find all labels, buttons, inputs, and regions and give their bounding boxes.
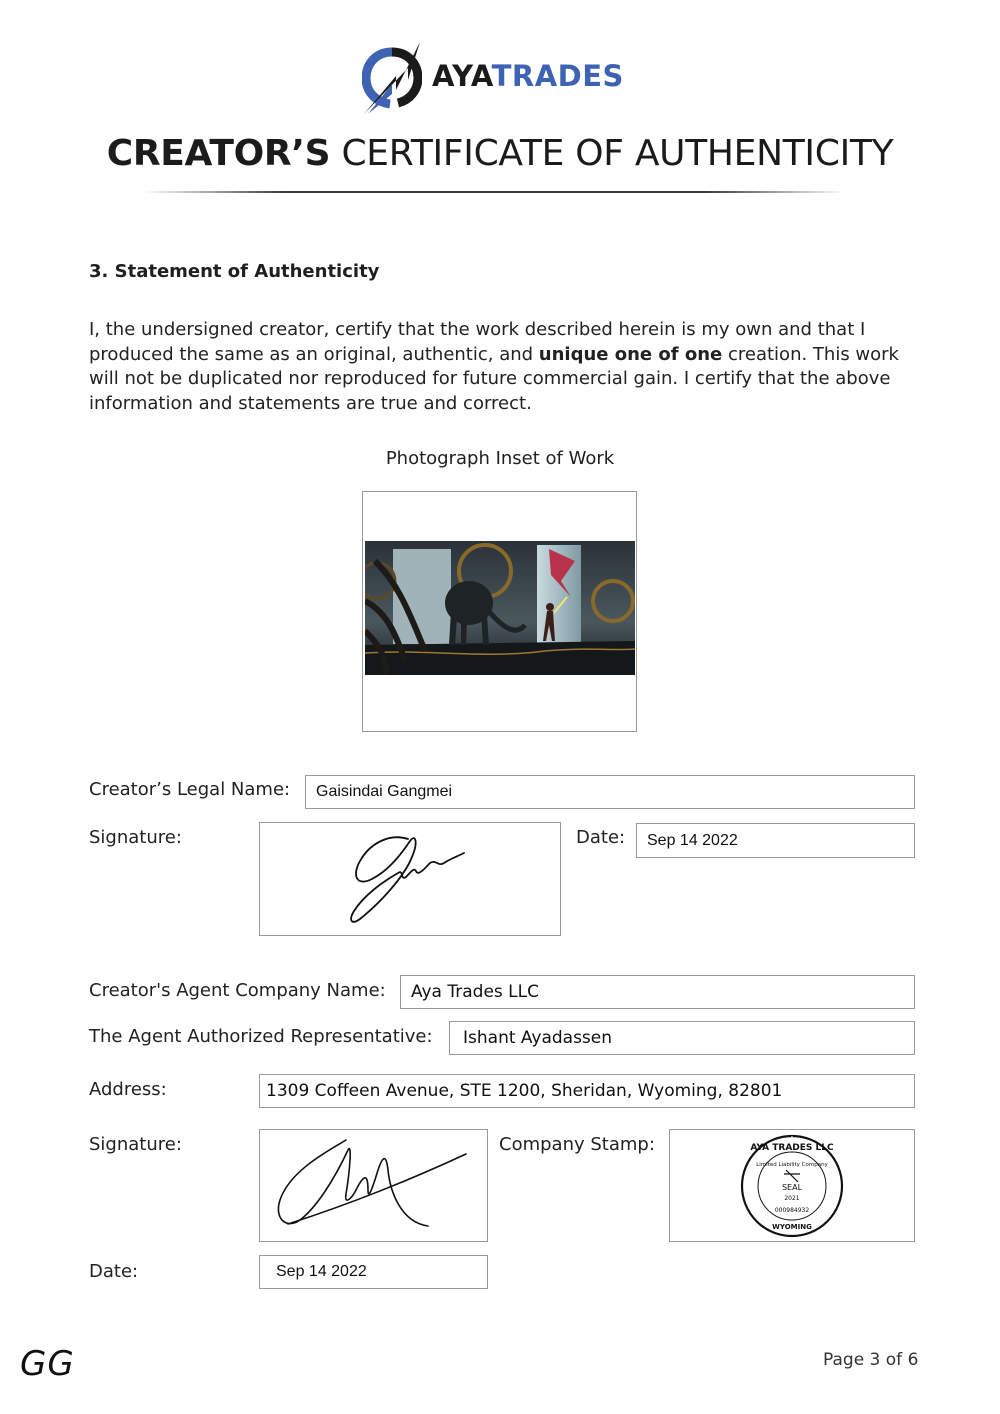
creator-signature-label: Signature: [89, 827, 182, 848]
agent-company-label: Creator's Agent Company Name: [89, 980, 386, 1001]
artwork-photo [365, 541, 635, 675]
agent-stamp-label: Company Stamp: [499, 1134, 655, 1155]
page-number: Page 3 of 6 [823, 1350, 919, 1370]
creator-date-field[interactable]: Sep 14 2022 [636, 823, 915, 858]
creator-legal-name-label: Creator’s Legal Name: [89, 779, 291, 800]
statement-paragraph [89, 318, 919, 416]
seal-center-line1: SEAL [781, 1183, 803, 1192]
statement-part2: creation. This work will not be duplicated nor reproduced for future commercial gain. I certify that the above information and statements are true and correct. [89, 343, 899, 414]
section-heading: 3. Statement of Authenticity [89, 261, 380, 282]
creator-signature-box[interactable] [259, 822, 561, 936]
brand-wordmark-aya: AYA [432, 59, 492, 93]
inset-caption: Photograph Inset of Work [385, 448, 615, 469]
statement-part1: I, the undersigned creator, certify that the work described herein is my own and that I produced the same as an original, authentic, and [89, 319, 866, 365]
agent-address-field[interactable]: 1309 Coffeen Avenue, STE 1200, Sheridan, Wyoming, 82801 [259, 1074, 915, 1108]
seal-top-text: AYA TRADES LLC [750, 1143, 834, 1153]
creator-date-label: Date: [576, 827, 626, 848]
agent-rep-label: The Agent Authorized Representative: [89, 1026, 433, 1047]
brand-wordmark [432, 58, 624, 94]
certificate-title-light: CERTIFICATE OF AUTHENTICITY [341, 133, 894, 174]
agent-date-label: Date: [89, 1261, 139, 1282]
agent-date-field[interactable]: Sep 14 2022 [259, 1255, 488, 1289]
header-divider [145, 191, 845, 193]
ayatrades-logo-icon [362, 40, 422, 116]
seal-number: 000984932 [774, 1207, 810, 1214]
agent-rep-field[interactable]: Ishant Ayadassen [449, 1021, 915, 1055]
company-stamp-box [669, 1129, 915, 1242]
agent-signature-label: Signature: [89, 1134, 182, 1155]
agent-address-label: Address: [89, 1079, 167, 1100]
agent-signature-icon [260, 1130, 487, 1241]
creator-signature-icon [260, 823, 560, 935]
brand-wordmark-trades: TRADES [491, 59, 624, 93]
footer-initials: GG [20, 1344, 75, 1384]
agent-signature-box[interactable] [259, 1129, 488, 1242]
statement-bold: unique one of one [538, 343, 723, 365]
seal-inner-text: Limited Liability Company [756, 1162, 828, 1168]
seal-bottom-text: WYOMING [772, 1223, 812, 1231]
company-seal-icon [670, 1130, 914, 1241]
certificate-title [0, 130, 1000, 178]
agent-company-field[interactable]: Aya Trades LLC [400, 975, 915, 1009]
certificate-title-bold: CREATOR’S [106, 133, 331, 174]
creator-legal-name-field[interactable]: Gaisindai Gangmei [305, 775, 915, 809]
seal-center-line2: 2021 [784, 1195, 800, 1202]
